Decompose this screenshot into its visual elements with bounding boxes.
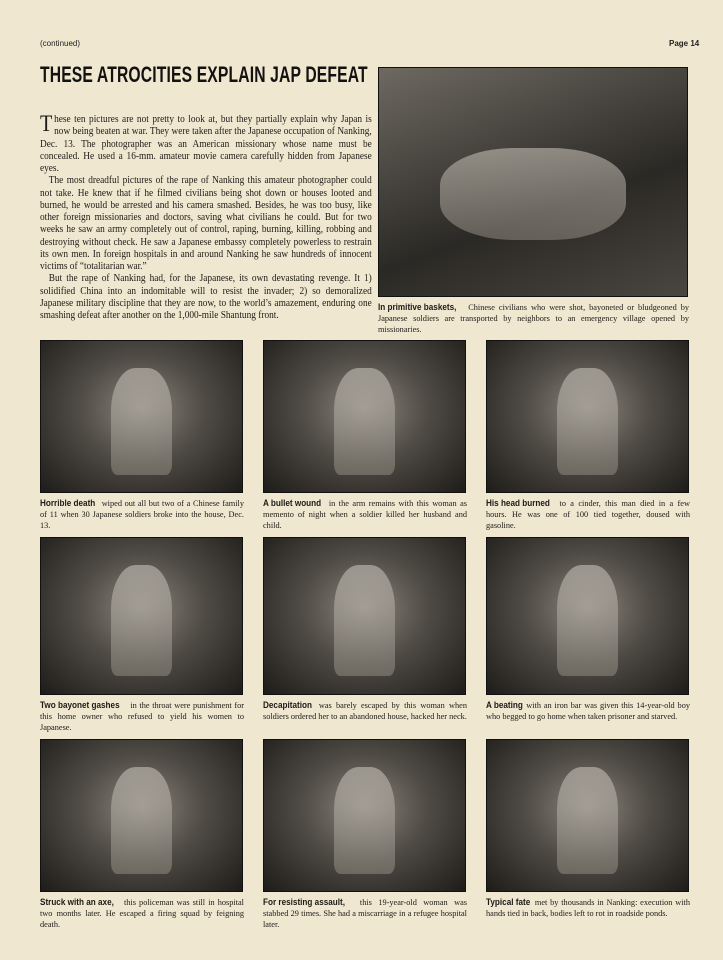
paragraph: The most dreadful pictures of the rape of Nanking this amateur photographer could not take. He knew that if he filmed civilians being shot down or houses looted and burned, he would be arrested and his camera smashed. Besides, he was too busy, like other foreign missionaries and doctors, saving what civilians he could. But for two weeks he saw an army completely out of control, raping, burning, killing, robbing and destroying without check. He saw a Japanese embassy completely powerless to restrain its own men. In foreign hospitals in and around Nanking he saw hundreds of innocent victims of “totalitarian war.”	[40, 175, 372, 272]
caption-text: with an iron bar was given this 14-year-old boy who begged to go home when taken prisoner and starved.	[486, 701, 690, 721]
photo	[40, 537, 243, 695]
caption-heading: Decapitation	[263, 700, 312, 711]
photo-caption	[40, 498, 244, 531]
photo-caption	[40, 897, 244, 930]
continued-label: (continued)	[40, 39, 81, 48]
photo	[263, 340, 466, 493]
caption-text: in the arm remains with this woman as memento of night when a soldier killed her husband and child.	[263, 499, 467, 530]
paragraph: These ten pictures are not pretty to look at, but they partially explain why Japan is now being beaten at war. They were taken after the Japanese occupation of Nanking, Dec. 13. The photographer was an American missionary whose name must be concealed. He used a 16-mm. amateur movie camera carefully hidden from Japanese eyes.	[40, 111, 372, 174]
photo-caption	[263, 897, 467, 930]
paragraph: But the rape of Nanking had, for the Japanese, its own devastating revenge. It 1) solidified China into an indomitable will to resist the invader; 2) so demoralized Japanese military discipline that they are now, to the world’s amazement, enduring one smashing defeat after another on the 1,000-mile Shantung front.	[40, 273, 372, 321]
caption-text: this policeman was still in hospital two months later. He escaped a firing squad by feigning death.	[40, 898, 244, 929]
photo	[40, 340, 243, 493]
caption-heading: A bullet wound	[263, 498, 322, 509]
caption-heading: Two bayonet gashes	[40, 700, 120, 711]
caption-text: this 19-year-old woman was stabbed 29 times. She had a miscarriage in a refugee hospital later.	[263, 898, 468, 929]
caption-heading: Typical fate	[486, 897, 531, 908]
page-number: Page 14	[669, 39, 700, 48]
caption-heading: A beating	[486, 700, 523, 711]
photo	[486, 537, 689, 695]
caption-text: wiped out all but two of a Chinese family of 11 when 30 Japanese soldiers broke into the house, Dec. 13.	[40, 499, 244, 530]
photo	[486, 739, 689, 892]
photo-caption	[486, 700, 690, 722]
caption-heading: In primitive baskets,	[378, 302, 457, 313]
photo-caption	[263, 700, 467, 722]
photo-caption	[486, 897, 690, 919]
photo	[263, 537, 466, 695]
caption-heading: Struck with an axe,	[40, 897, 114, 908]
caption-text: to a cinder, this man died in a few hours. He was one of 100 tied together, doused with gasoline.	[486, 499, 690, 530]
caption-heading: His head burned	[486, 498, 550, 509]
page-title: THESE ATROCITIES EXPLAIN JAP DEFEAT	[40, 62, 368, 87]
photo-caption	[263, 498, 467, 531]
caption-text: was barely escaped by this woman when soldiers ordered her to an abandoned house, hacked her neck.	[263, 701, 467, 721]
top-photo-caption	[378, 302, 689, 335]
photo	[486, 340, 689, 493]
photo	[40, 739, 243, 892]
article-body	[40, 111, 372, 322]
photo-caption	[40, 700, 244, 733]
caption-heading: Horrible death	[40, 498, 96, 509]
caption-text: in the throat were punishment for this home owner who refused to yield his women to Japanese.	[40, 701, 245, 732]
top-photo	[378, 67, 688, 297]
caption-text: met by thousands in Nanking: execution with hands tied in back, bodies left to rot in roadside ponds.	[486, 898, 690, 918]
photo	[263, 739, 466, 892]
caption-text: Chinese civilians who were shot, bayoneted or bludgeoned by Japanese soldiers are transported by neighbors to an emergency village opened by missionaries.	[378, 303, 689, 334]
photo-caption	[486, 498, 690, 531]
caption-heading: For resisting assault,	[263, 897, 346, 908]
